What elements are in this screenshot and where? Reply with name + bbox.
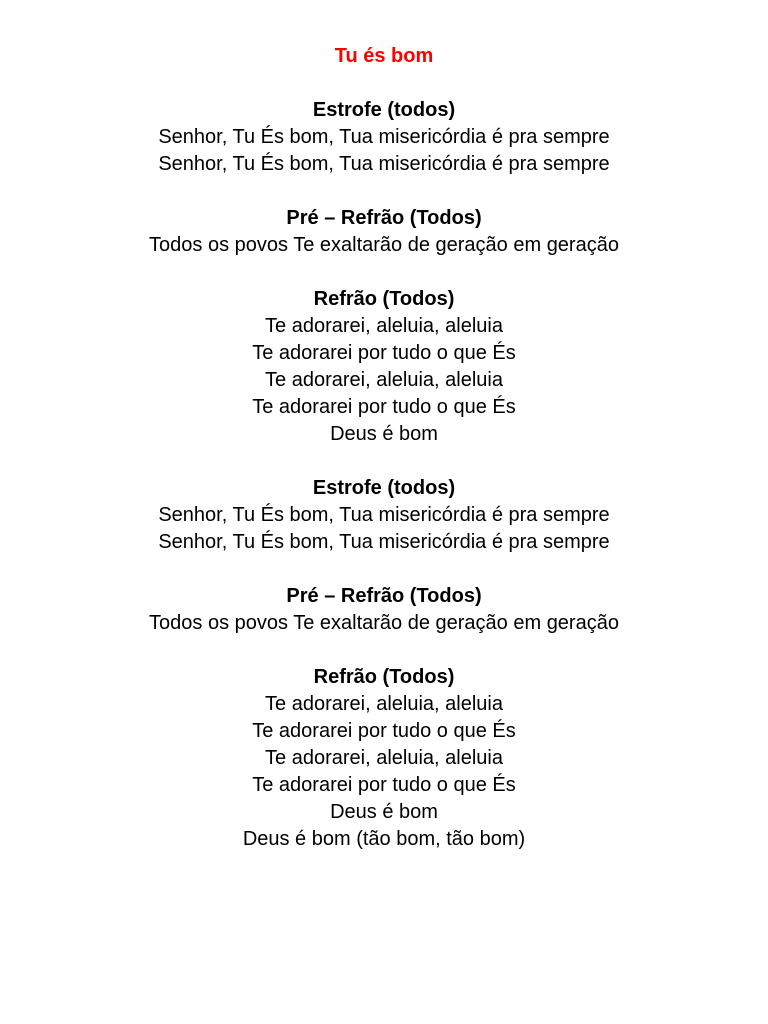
section-heading: Refrão (Todos) (313, 666, 455, 688)
lyric-line: Te adorarei, aleluia, aleluia (265, 693, 503, 715)
lyric-line: Deus é bom (tão bom, tão bom) (242, 828, 526, 850)
lyric-line: Senhor, Tu És bom, Tua misericórdia é pra sempre (158, 126, 610, 148)
lyric-line: Te adorarei por tudo o que És (252, 774, 516, 796)
lyric-line: Te adorarei, aleluia, aleluia (265, 315, 503, 337)
section-estrofe-1 (0, 97, 768, 178)
lyric-line: Senhor, Tu És bom, Tua misericórdia é pra sempre (158, 531, 610, 553)
lyric-line: Todos os povos Te exaltarão de geração em geração (149, 234, 619, 256)
lyric-line: Te adorarei, aleluia, aleluia (265, 747, 503, 769)
section-heading: Estrofe (todos) (312, 99, 456, 121)
lyric-line: Senhor, Tu És bom, Tua misericórdia é pra sempre (158, 504, 610, 526)
lyric-line: Todos os povos Te exaltarão de geração em geração (149, 612, 619, 634)
lyric-line: Deus é bom (330, 423, 438, 445)
section-heading: Pré – Refrão (Todos) (286, 585, 482, 607)
song-title: Tu és bom (334, 45, 434, 67)
section-heading: Refrão (Todos) (313, 288, 455, 310)
section-heading: Pré – Refrão (Todos) (286, 207, 482, 229)
lyric-line: Senhor, Tu És bom, Tua misericórdia é pra sempre (158, 153, 610, 175)
lyric-line: Te adorarei, aleluia, aleluia (265, 369, 503, 391)
lyrics-page (0, 43, 768, 880)
section-pre-refrao-2 (0, 583, 768, 637)
section-refrao-1 (0, 286, 768, 448)
section-heading: Estrofe (todos) (312, 477, 456, 499)
section-refrao-2 (0, 664, 768, 853)
lyric-line: Te adorarei por tudo o que És (252, 396, 516, 418)
lyric-line: Deus é bom (330, 801, 438, 823)
lyric-line: Te adorarei por tudo o que És (252, 342, 516, 364)
lyric-line: Te adorarei por tudo o que És (252, 720, 516, 742)
section-pre-refrao-1 (0, 205, 768, 259)
section-estrofe-2 (0, 475, 768, 556)
